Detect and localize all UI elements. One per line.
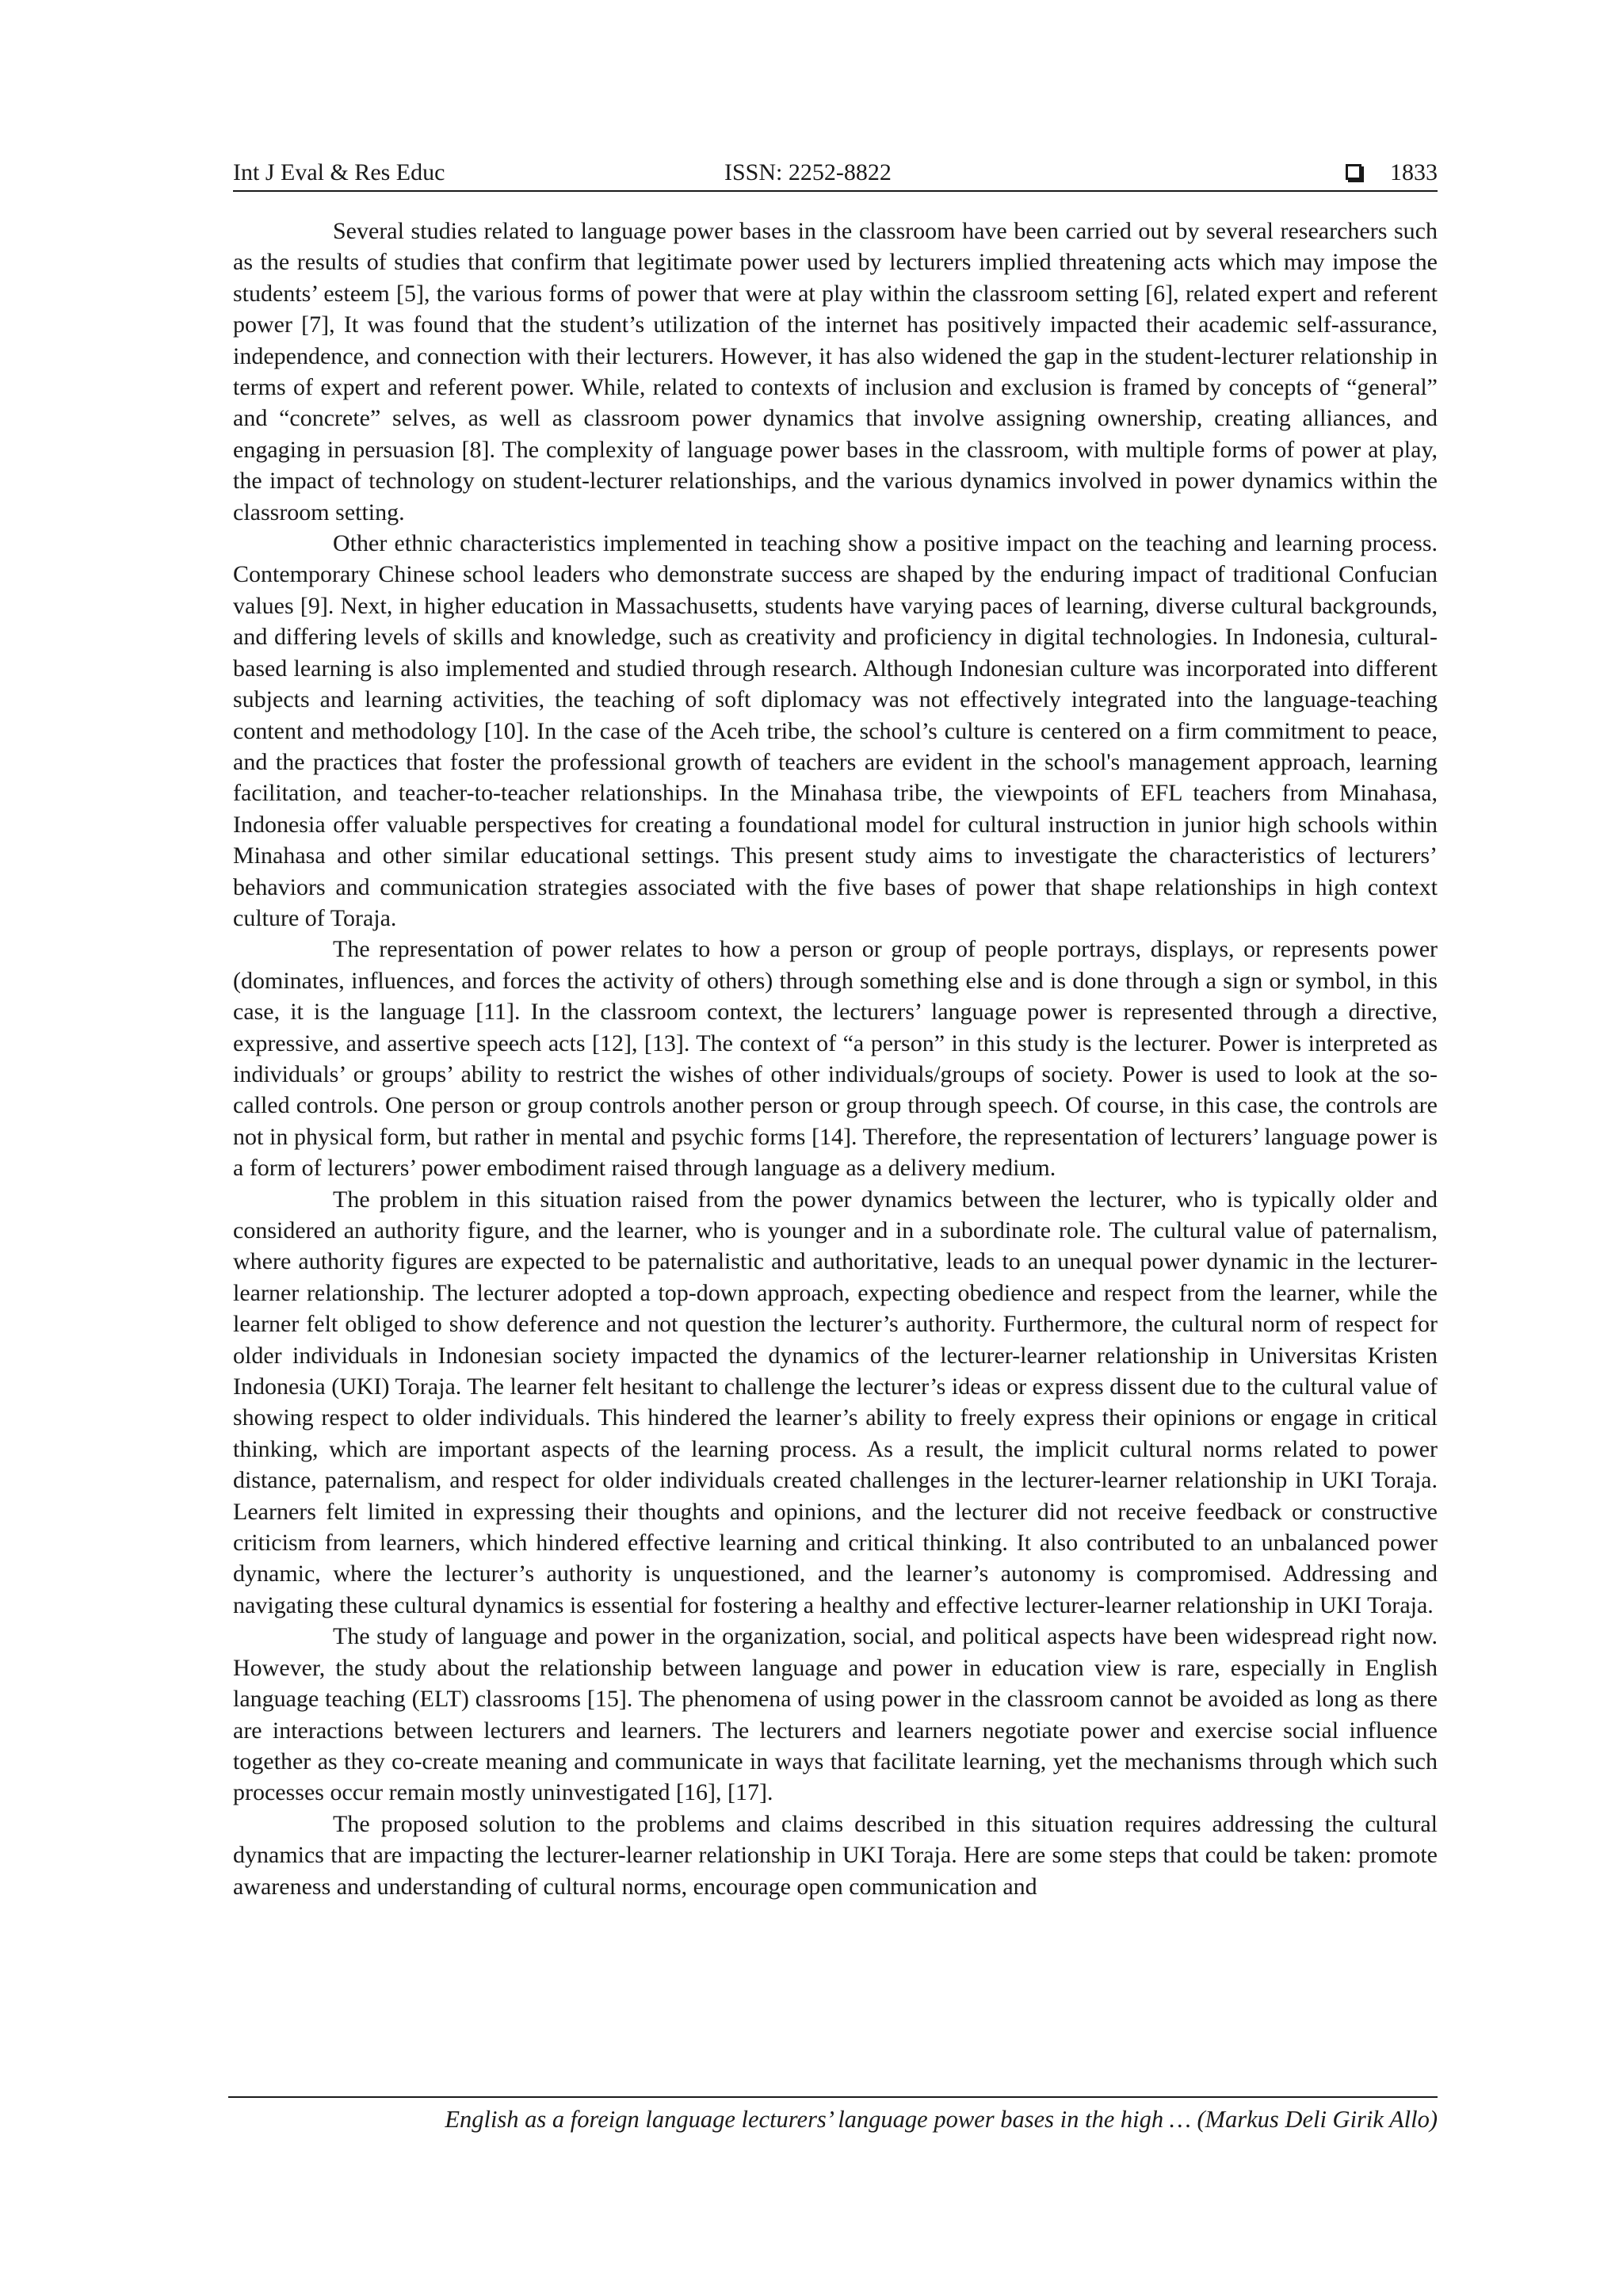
paragraph: The study of language and power in the organization, social, and political aspects have been widespread right now. However, the study about the relationship between language and power in education view is rare, especially in English language teaching (ELT) classrooms [15]. The phenomena of using power in the classroom cannot be avoided as long as there are interactions between lecturers and learners. The lecturers and learners negotiate power and exercise social influence together as they co-create meaning and communicate in ways that facilitate learning, yet the mechanisms through which such processes occur remain mostly uninvestigated [16], [17]. <box>233 1623 1438 1806</box>
page-number: 1833 <box>1390 159 1438 185</box>
header-divider <box>233 190 1438 192</box>
article-body <box>233 216 1438 1902</box>
paragraph: The proposed solution to the problems and claims described in this situation requires addressing the cultural dynamics that are impacting the lecturer-learner relationship in UKI Toraja. Here are some steps that could be taken: promote awareness and understanding of cultural norms, encourage open communication and <box>233 1810 1438 1900</box>
checkbox-square-icon <box>1346 164 1361 180</box>
paragraph: Several studies related to language power bases in the classroom have been carried out by several researchers such as the results of studies that confirm that legitimate power used by lecturers implied threatening acts which may impose the students’ esteem [5], the various forms of power that were at play within the classroom setting [6], related expert and referent power [7], It was found that the student’s utilization of the internet has positively impacted their academic self-assurance, independence, and connection with their lecturers. However, it has also widened the gap in the student-lecturer relationship in terms of expert and referent power. While, related to contexts of inclusion and exclusion is framed by concepts of “general” and “concrete” selves, as well as classroom power dynamics that involve assigning ownership, creating alliances, and engaging in persuasion [8]. The complexity of language power bases in the classroom, with multiple forms of power at play, the impact of technology on student-lecturer relationships, and the various dynamics involved in power dynamics within the classroom setting. <box>233 218 1438 525</box>
footer-divider <box>228 2096 1438 2098</box>
issn-label: ISSN: 2252-8822 <box>724 159 892 185</box>
journal-name: Int J Eval & Res Educ <box>233 159 445 185</box>
running-title: English as a foreign language lecturers’ language power bases in the high … (Markus Deli Girik Allo) <box>445 2106 1438 2133</box>
page-header <box>233 155 1438 190</box>
paragraph: Other ethnic characteristics implemented in teaching show a positive impact on the teaching and learning process. Contemporary Chinese school leaders who demonstrate success are shaped by the enduring impact of traditional Confucian values [9]. Next, in higher education in Massachusetts, students have varying paces of learning, diverse cultural backgrounds, and differing levels of skills and knowledge, such as creativity and proficiency in digital technologies. In Indonesia, cultural-based learning is also implemented and studied through research. Although Indonesian culture was incorporated into different subjects and learning activities, the teaching of soft diplomacy was not effectively integrated into the language-teaching content and methodology [10]. In the case of the Aceh tribe, the school’s culture is centered on a firm commitment to peace, and the practices that foster the professional growth of teachers are evident in the school's management approach, learning facilitation, and teacher-to-teacher relationships. In the Minahasa tribe, the viewpoints of EFL teachers from Minahasa, Indonesia offer valuable perspectives for creating a foundational model for cultural instruction in junior high schools within Minahasa and other similar educational settings. This present study aims to investigate the characteristics of lecturers’ behaviors and communication strategies associated with the five bases of power that shape relationships in high context culture of Toraja. <box>233 530 1438 931</box>
paragraph: The representation of power relates to how a person or group of people portrays, displays, or represents power (dominates, influences, and forces the activity of others) through something else and is done through a sign or symbol, in this case, it is the language [11]. In the classroom context, the lecturers’ language power is represented through a directive, expressive, and assertive speech acts [12], [13]. The context of “a person” in this study is the lecturer. Power is interpreted as individuals’ or groups’ ability to restrict the wishes of other individuals/groups of society. Power is used to look at the so-called controls. One person or group controls another person or group through speech. Of course, in this case, the controls are not in physical form, but rather in mental and psychic forms [14]. Therefore, the representation of lecturers’ language power is a form of lecturers’ power embodiment raised through language as a delivery medium. <box>233 936 1438 1182</box>
paragraph: The problem in this situation raised from the power dynamics between the lecturer, who is typically older and considered an authority figure, and the learner, who is younger and in a subordinate role. The cultural value of paternalism, where authority figures are expected to be paternalistic and authoritative, leads to an unequal power dynamic in the lecturer-learner relationship. The lecturer adopted a top-down approach, expecting obedience and respect from the learner, while the learner felt obliged to show deference and not question the lecturer’s authority. Furthermore, the cultural norm of respect for older individuals in Indonesian society impacted the dynamics of the lecturer-learner relationship in Universitas Kristen Indonesia (UKI) Toraja. The learner felt hesitant to challenge the lecturer’s ideas or express dissent due to the cultural value of showing respect to older individuals. This hindered the learner’s ability to freely express their opinions or engage in critical thinking, which are important aspects of the learning process. As a result, the implicit cultural norms related to power distance, paternalism, and respect for older individuals created challenges in the lecturer-learner relationship in UKI Toraja. Learners felt limited in expressing their thoughts and opinions, and the lecturer did not receive feedback or constructive criticism from learners, which hindered effective learning and critical thinking. It also contributed to an unbalanced power dynamic, where the lecturer’s authority is unquestioned, and the learner’s autonomy is compromised. Addressing and navigating these cultural dynamics is essential for fostering a healthy and effective lecturer-learner relationship in UKI Toraja. <box>233 1186 1438 1618</box>
